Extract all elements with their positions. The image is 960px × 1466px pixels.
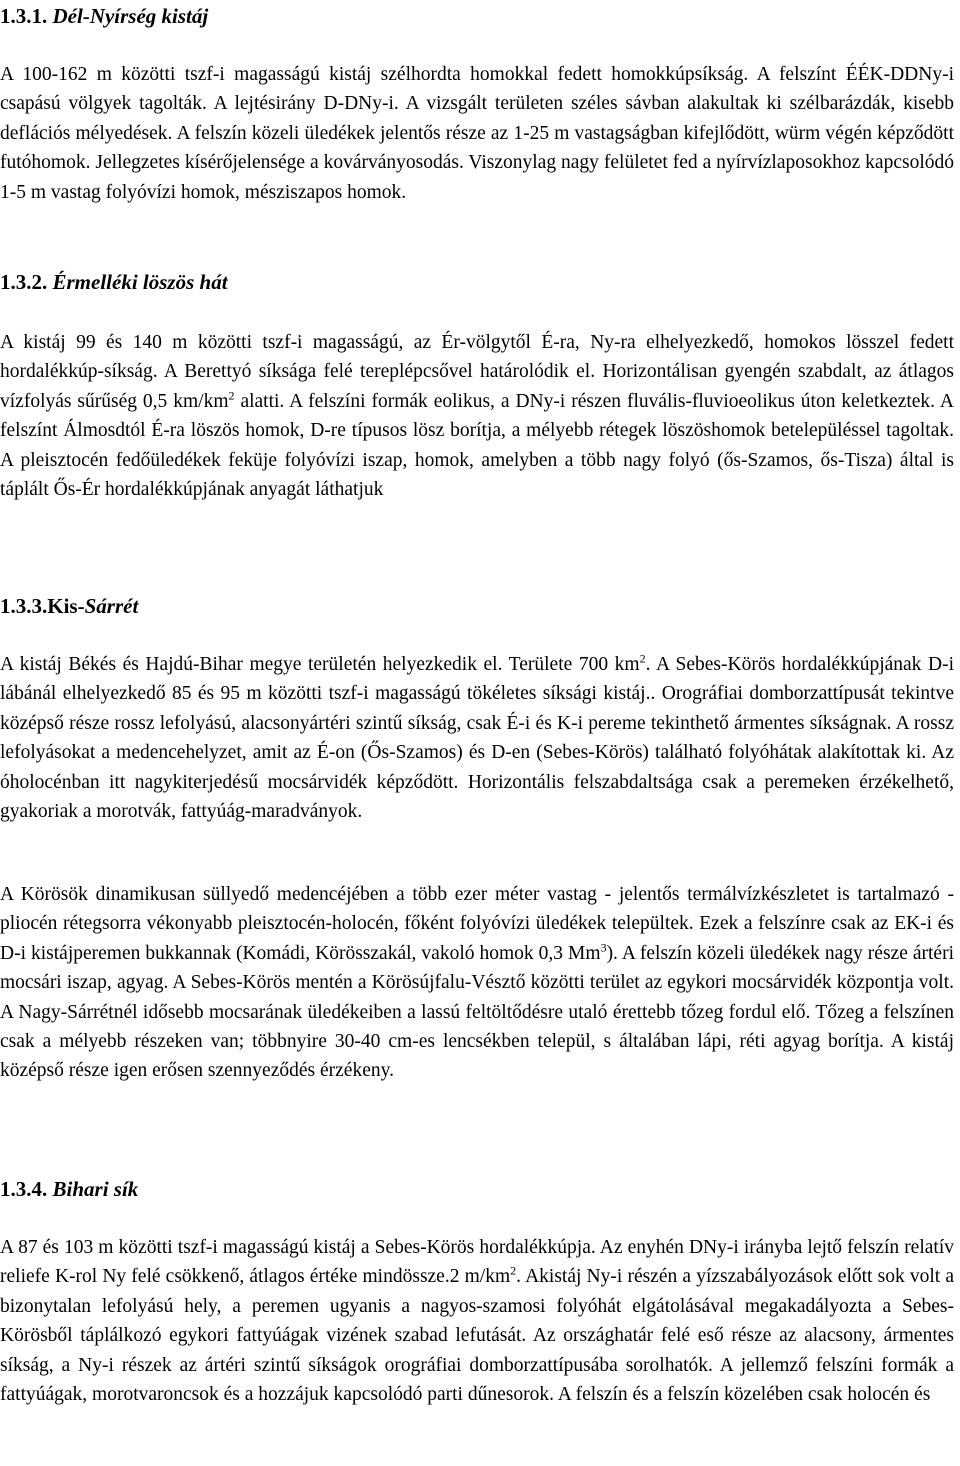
section-heading-1-3-4	[0, 1175, 138, 1203]
paragraph-text: A kistáj Békés és Hajdú-Bihar megye területén helyezkedik el. Területe 700 km	[0, 654, 640, 675]
section-title: Dél-Nyírség kistáj	[52, 4, 209, 28]
paragraph-text: ). A felszín közeli üledékek nagy része ártéri mocsári iszap, agyag. A Sebes-Körös mentén a Körösújfalu-Vésztő közötti terület az egykori mocsárvidék központja volt. A Nagy-Sárrétnél idősebb mocsarának üledékeiben a lassú feltöltődésre utaló érettebb tőzeg fordul elő. Tőzeg a felszínen csak a mélyebb részeken van; többnyire 30-40 cm-es lencsékben települ, s általában lápi, réti agyag borítja. A kistáj középső része igen erősen szennyeződés érzékeny.	[0, 942, 954, 1082]
paragraph-text: . A Sebes-Körös hordalékkúpjának D-i lábánál elhelyezkedő 85 és 95 m közötti tszf-i magasságú tökéletes síksági kistáj.. Orográfiai domborzattípusát tekintve középső része rossz lefolyású, alacsonyártéri szintű síkság, csak É-i és K-i pereme tekinthető ármentes síkságnak. A rossz lefolyásokat a medencehelyzet, amit az É-on (Ős-Szamos) és D-en (Sebes-Körös) található folyóhátak alakítottak ki. Az óholocénban itt nagykiterjedésű mocsárvidék képződött. Horizontális felszabdaltsága csak a peremeken érzékelhető, gyakoriak a morotvák, fattyúág-maradványok.	[0, 654, 954, 823]
paragraph-del-nyirseg: A 100-162 m közötti tszf-i magasságú kistáj szélhordta homokkal fedett homokkúpsíkság. A felszínt ÉÉK-DDNy-i csapású völgyek tagolták. A lejtésirány D-DNy-i. A vizsgált területen széles sávban alakultak ki szélbarázdák, kisebb deflációs mélyedések. A felszín közeli üledékek jelentős része az 1-25 m vastagságban kifejlődött, würm végén képződött futóhomok. Jellegzetes kísérőjelensége a kovárványosodás. Viszonylag nagy felületet fed a nyírvízlaposokhoz kapcsolódó 1-5 m vastag folyóvízi homok, mésziszapos homok.	[0, 64, 954, 203]
paragraph-kis-sarret-1	[0, 650, 954, 826]
section-number: 1.3.2.	[0, 270, 48, 294]
paragraph-text: A kistáj 99 és 140 m közötti tszf-i magasságú, az Ér-völgytől É-ra, Ny-ra elhelyezkedő, homokos lösszel fedett hordalékkúp-síkság. A Berettyó síksága felé tereplépcsővel határolódik el. Horizontálisan gyengén szabdalt, az átlagos vízfolyás sűrűség 0,5 km/km	[0, 332, 954, 412]
section-title: Érmelléki löszös hát	[52, 270, 228, 294]
superscript: 2	[228, 388, 235, 403]
paragraph-kis-sarret-2	[0, 880, 954, 1086]
section-heading-1-3-2	[0, 268, 228, 296]
paragraph-bihari-sik	[0, 1233, 954, 1409]
section-heading-1-3-3	[0, 592, 138, 620]
section-title: Sárrét	[84, 594, 139, 618]
section-number: 1.3.1.	[0, 4, 48, 28]
superscript: 2	[639, 651, 646, 666]
section-title-prefix: Kis-	[47, 594, 85, 618]
section-title: Bihari sík	[52, 1177, 139, 1201]
section-number: 1.3.3.	[0, 594, 48, 618]
section-number: 1.3.4.	[0, 1177, 48, 1201]
paragraph-text: A Körösök dinamikusan süllyedő medencéjében a több ezer méter vastag - jelentős termálvízkészletet is tartalmazó - pliocén rétegsorra vékonyabb pleisztocén-holocén, főként folyóvízi üledékek települtek. Ezek a felszínre csak az EK-i és D-i kistájperemen bukkannak (Komádi, Körösszakál, vakoló homok 0,3 Mm	[0, 884, 954, 964]
paragraph-text: alatti. A felszíni formák eolikus, a DNy-i részen fluvális-fluvioeolikus úton keletkeztek. A felszínt Álmosdtól É-ra löszös homok, D-re típusos lösz borítja, a mélyebb rétegek löszöshomok betelepüléssel tagoltak. A pleisztocén fedőüledékek feküje folyóvízi iszap, homok, amelyben a több nagy folyó (ős-Szamos, ős-Tisza) által is táplált Ős-Ér hordalékkúpjának anyagát láthatjuk	[0, 390, 954, 501]
paragraph-text: . Akistáj Ny-i részén a yízszabályozások előtt sok volt a bizonytalan lefolyású hely, a peremen ugyanis a nagyos-szamosi folyóhát elgátolásával megakadályozta a Sebes-Körösből táplálkozó egykori fattyúágak vizének szabad lefutását. Az országhatár felé eső része az alacsony, ármentes síkság, a Ny-i részek az ártéri szintű síkságok orográfiai domborzattípusába sorolhatók. A jellemző felszíni formák a fattyúágak, morotvaroncsok és a hozzájuk kapcsolódó parti dűnesorok. A felszín és a felszín közelében csak holocén és	[0, 1266, 954, 1406]
paragraph-ermelleki	[0, 328, 954, 504]
paragraph-text: A 87 és 103 m közötti tszf-i magasságú kistáj a Sebes-Körös hordalékkúpja. Az enyhén DNy-i irányba lejtő felszín relatív reliefe K-rol Ny felé csökkenő, átlagos értéke mindössze.2 m/km	[0, 1237, 954, 1288]
superscript: 2	[510, 1263, 517, 1278]
superscript: 3	[600, 940, 607, 955]
section-heading-1-3-1	[0, 2, 208, 30]
